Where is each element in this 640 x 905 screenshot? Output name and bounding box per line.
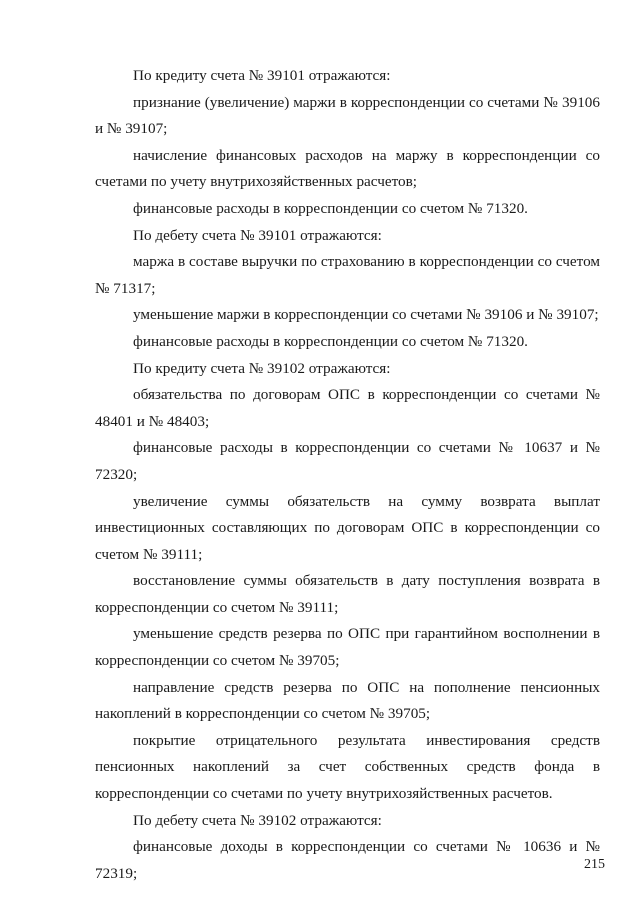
paragraph: восстановление суммы обязательств в дату поступления возврата в корреспонденции со счетом № 39111;	[95, 572, 600, 616]
paragraph: направление средств резерва по ОПС на пополнение пенсионных накоплений в корреспонденции со счетом № 39705;	[95, 678, 600, 723]
paragraph: признание (увеличение) маржи в корреспонденции со счетами № 39106 и № 39107;	[95, 93, 600, 138]
paragraph: По кредиту счета № 39102 отражаются:	[133, 359, 391, 377]
paragraph: финансовые расходы в корреспонденции со счетом № 71320.	[133, 199, 528, 217]
paragraph: увеличение суммы обязательств на сумму возврата выплат инвестиционных составляющих по договорам ОПС в корреспонденции со счетом № 39111;	[95, 492, 600, 563]
paragraph: финансовые доходы в корреспонденции со счетами № 10636 и № 72319;	[95, 838, 600, 882]
paragraph: финансовые расходы в корреспонденции со счетом № 71320.	[133, 332, 528, 350]
paragraph: обязательства по договорам ОПС в корреспонденции со счетами № 48401 и № 48403;	[95, 386, 600, 430]
paragraph: финансовые расходы в корреспонденции со счетами № 10637 и № 72320;	[95, 439, 600, 483]
paragraph: покрытие отрицательного результата инвестирования средств пенсионных накоплений за счет собственных средств фонда в корреспонденции со счетами по учету внутрихозяйственных расчетов.	[95, 731, 600, 803]
paragraph: уменьшение средств резерва по ОПС при гарантийном восполнении в корреспонденции со счетом № 39705;	[95, 625, 600, 670]
paragraph: маржа в составе выручки по страхованию в корреспонденции со счетом № 71317;	[95, 253, 600, 297]
paragraph: уменьшение маржи в корреспонденции со счетами № 39106 и № 39107;	[133, 306, 599, 324]
body-text	[95, 63, 600, 887]
paragraph: начисление финансовых расходов на маржу в корреспонденции со счетами по учету внутрихозяйственных расчетов;	[95, 146, 600, 191]
page-number: 215	[584, 857, 605, 872]
paragraph: По дебету счета № 39101 отражаются:	[133, 226, 382, 244]
paragraph: По кредиту счета № 39101 отражаются:	[133, 67, 391, 84]
paragraph: По дебету счета № 39102 отражаются:	[133, 811, 382, 829]
